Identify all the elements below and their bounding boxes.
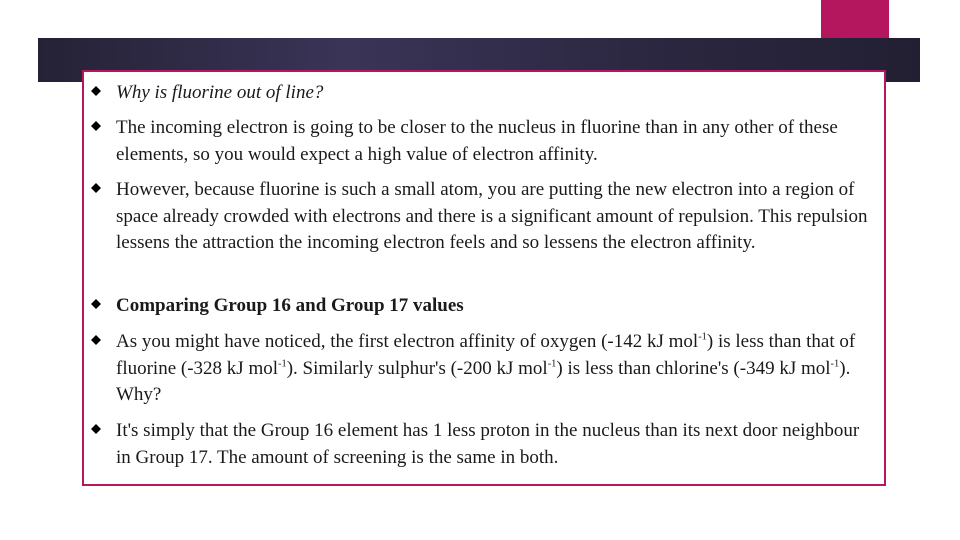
diamond-bullet-icon — [91, 121, 101, 131]
diamond-bullet-icon — [91, 424, 101, 434]
diamond-bullet-icon — [91, 183, 101, 193]
text-fragment: ) is less than chlorine's (-349 kJ mol — [556, 357, 831, 379]
text-fragment: ) is less than that of fluorine (-328 kJ mol — [116, 331, 856, 379]
bullet-text: Why is fluorine out of line? — [116, 82, 324, 103]
superscript: -1 — [278, 358, 287, 370]
superscript: -1 — [830, 358, 840, 370]
bullet-text: However, because fluorine is such a small atom, you are putting the new electron into a region of space already crowded with electrons and there is a significant amount of repulsion. This repulsion lessens the attraction the incoming electron feels and so lessens the electron affinity. — [116, 179, 868, 253]
text-fragment: As you might have noticed, the first electron affinity of oxygen (-142 kJ mol — [116, 331, 699, 352]
content-box — [82, 70, 886, 486]
text-fragment: ). Why? — [116, 357, 851, 405]
diamond-bullet-icon — [91, 86, 101, 96]
bullet-text: It's simply that the Group 16 element has 1 less proton in the nucleus than its next door neighbour in Group 17. The amount of screening is the same in both. — [116, 420, 860, 468]
text-fragment: ). Similarly sulphur's (-200 kJ mol — [286, 357, 548, 379]
diamond-bullet-icon — [91, 335, 101, 345]
superscript: -1 — [698, 331, 707, 343]
diamond-bullet-icon — [91, 299, 101, 309]
superscript: -1 — [547, 358, 557, 370]
bullet-text: Comparing Group 16 and Group 17 values — [116, 295, 464, 316]
bullet-text: The incoming electron is going to be closer to the nucleus in fluorine than in any other of these elements, so you would expect a high value of electron affinity. — [116, 117, 838, 165]
bullet-text — [116, 329, 876, 409]
